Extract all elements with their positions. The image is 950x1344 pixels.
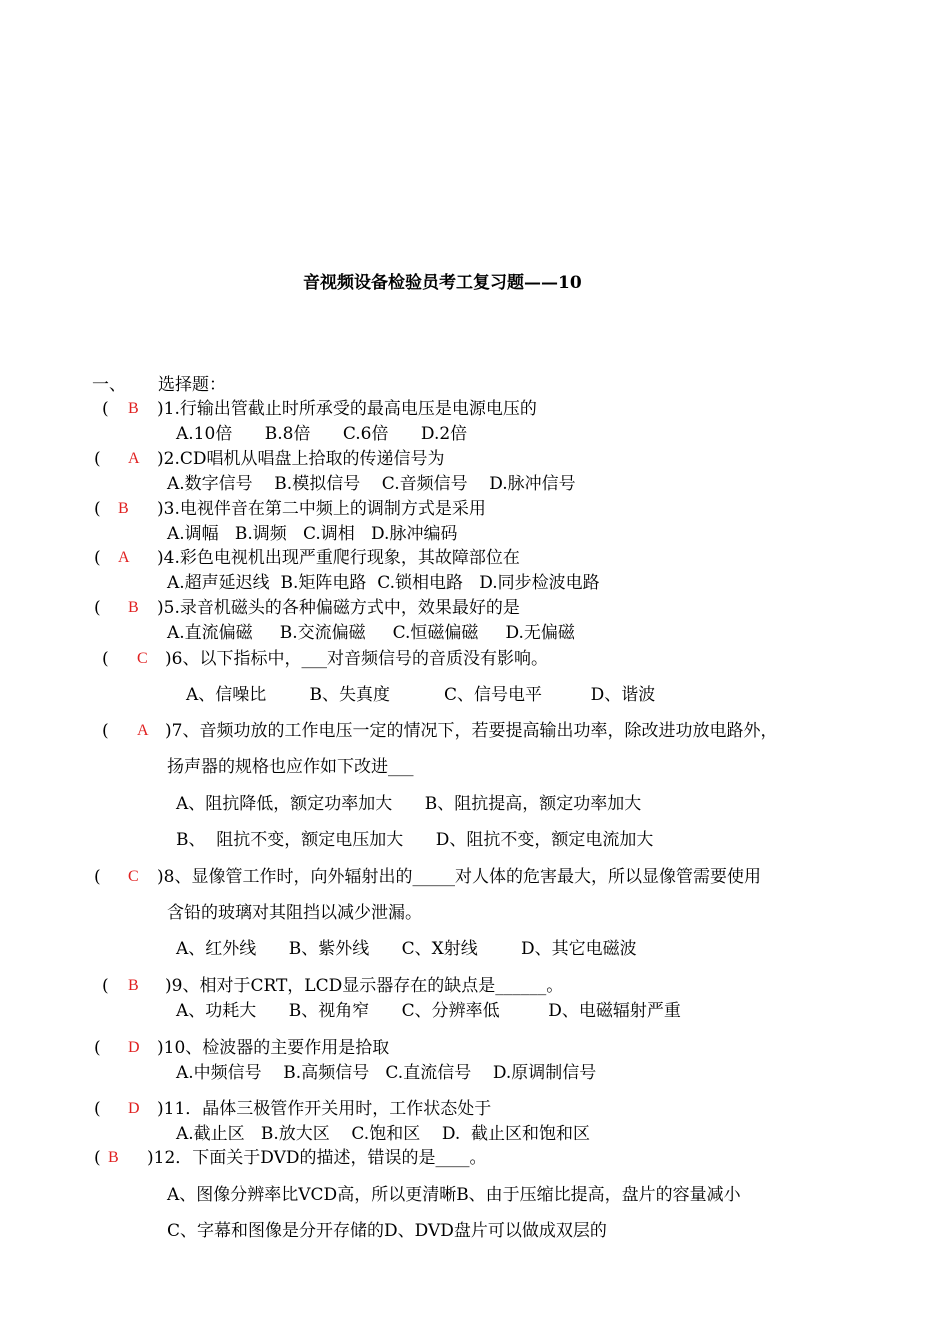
question-options: A、图像分辨率比VCD高，所以更清晰B、由于压缩比提高，盘片的容量减小 [167, 1185, 741, 1205]
question-options: A、阻抗降低，额定功率加大 B、阻抗提高，额定功率加大 [176, 794, 642, 814]
answer-mark: A [128, 450, 140, 467]
answer-mark: B [118, 500, 129, 517]
answer-open-paren: ( [94, 1099, 101, 1119]
question-options: A.中频信号 B.高频信号 C.直流信号 D.原调制信号 [176, 1063, 597, 1083]
answer-mark: A [137, 722, 149, 739]
page-title: 音视频设备检验员考工复习题——10 [303, 273, 582, 293]
answer-mark: A [118, 549, 130, 566]
question-options: A.10倍 B.8倍 C.6倍 D.2倍 [176, 424, 468, 444]
question-options: A、红外线 B、紫外线 C、X射线 D、其它电磁波 [176, 939, 637, 959]
question-options: A.数字信号 B.模拟信号 C.音频信号 D.脉冲信号 [167, 474, 576, 494]
question-stem-continued: 扬声器的规格也应作如下改进___ [167, 757, 414, 777]
answer-open-paren: ( [102, 649, 109, 669]
question-options: A.超声延迟线 B.矩阵电路 C.锁相电路 D.同步检波电路 [167, 573, 600, 593]
question-stem-continued: 含铅的玻璃对其阻挡以减少泄漏。 [167, 903, 422, 923]
answer-open-paren: ( [94, 449, 101, 469]
question-options: A、功耗大 B、视角窄 C、分辨率低 D、电磁辐射严重 [176, 1001, 681, 1021]
answer-open-paren: ( [94, 1148, 101, 1168]
answer-open-paren: ( [94, 548, 101, 568]
answer-open-paren: ( [102, 399, 109, 419]
question-options: C、字幕和图像是分开存储的D、DVD盘片可以做成双层的 [167, 1221, 607, 1241]
answer-mark: D [128, 1039, 140, 1056]
question-options: B、 阻抗不变，额定电压加大 D、阻抗不变，额定电流加大 [176, 830, 654, 850]
answer-mark: C [128, 868, 139, 885]
question-stem: )3.电视伴音在第二中频上的调制方式是采用 [157, 499, 486, 519]
question-options: A.调幅 B.调频 C.调相 D.脉冲编码 [167, 524, 458, 544]
question-options: A.直流偏磁 B.交流偏磁 C.恒磁偏磁 D.无偏磁 [167, 623, 575, 643]
answer-mark: C [137, 650, 148, 667]
answer-mark: D [128, 1100, 140, 1117]
question-stem: )6、以下指标中，___对音频信号的音质没有影响。 [165, 649, 548, 669]
question-stem: )10、检波器的主要作用是拾取 [157, 1038, 390, 1058]
answer-open-paren: ( [102, 976, 109, 996]
answer-mark: B [128, 400, 139, 417]
answer-open-paren: ( [94, 598, 101, 618]
section-number: 一、 [92, 375, 126, 395]
answer-open-paren: ( [94, 1038, 101, 1058]
question-stem: )2.CD唱机从唱盘上拾取的传递信号为 [157, 449, 445, 469]
section-label: 选择题： [158, 375, 226, 395]
question-stem: )1.行输出管截止时所承受的最高电压是电源电压的 [157, 399, 537, 419]
question-stem: )4.彩色电视机出现严重爬行现象，其故障部位在 [157, 548, 520, 568]
question-options: A、信噪比 B、失真度 C、信号电平 D、谐波 [186, 685, 656, 705]
answer-mark: B [128, 599, 139, 616]
question-stem: )12．下面关于DVD的描述，错误的是____。 [147, 1148, 487, 1168]
question-stem: )8、显像管工作时，向外辐射出的_____对人体的危害最大，所以显像管需要使用 [157, 867, 761, 887]
question-options: A.截止区 B.放大区 C.饱和区 D. 截止区和饱和区 [176, 1124, 591, 1144]
answer-open-paren: ( [94, 867, 101, 887]
question-stem: )5.录音机磁头的各种偏磁方式中，效果最好的是 [157, 598, 520, 618]
answer-mark: B [128, 977, 139, 994]
question-stem: )11．晶体三极管作开关用时，工作状态处于 [157, 1099, 492, 1119]
answer-mark: B [108, 1149, 119, 1166]
answer-open-paren: ( [102, 721, 109, 741]
answer-open-paren: ( [94, 499, 101, 519]
question-stem: )9、相对于CRT，LCD显示器存在的缺点是______。 [165, 976, 564, 996]
question-stem: )7、音频功放的工作电压一定的情况下，若要提高输出功率，除改进功放电路外， [165, 721, 778, 741]
